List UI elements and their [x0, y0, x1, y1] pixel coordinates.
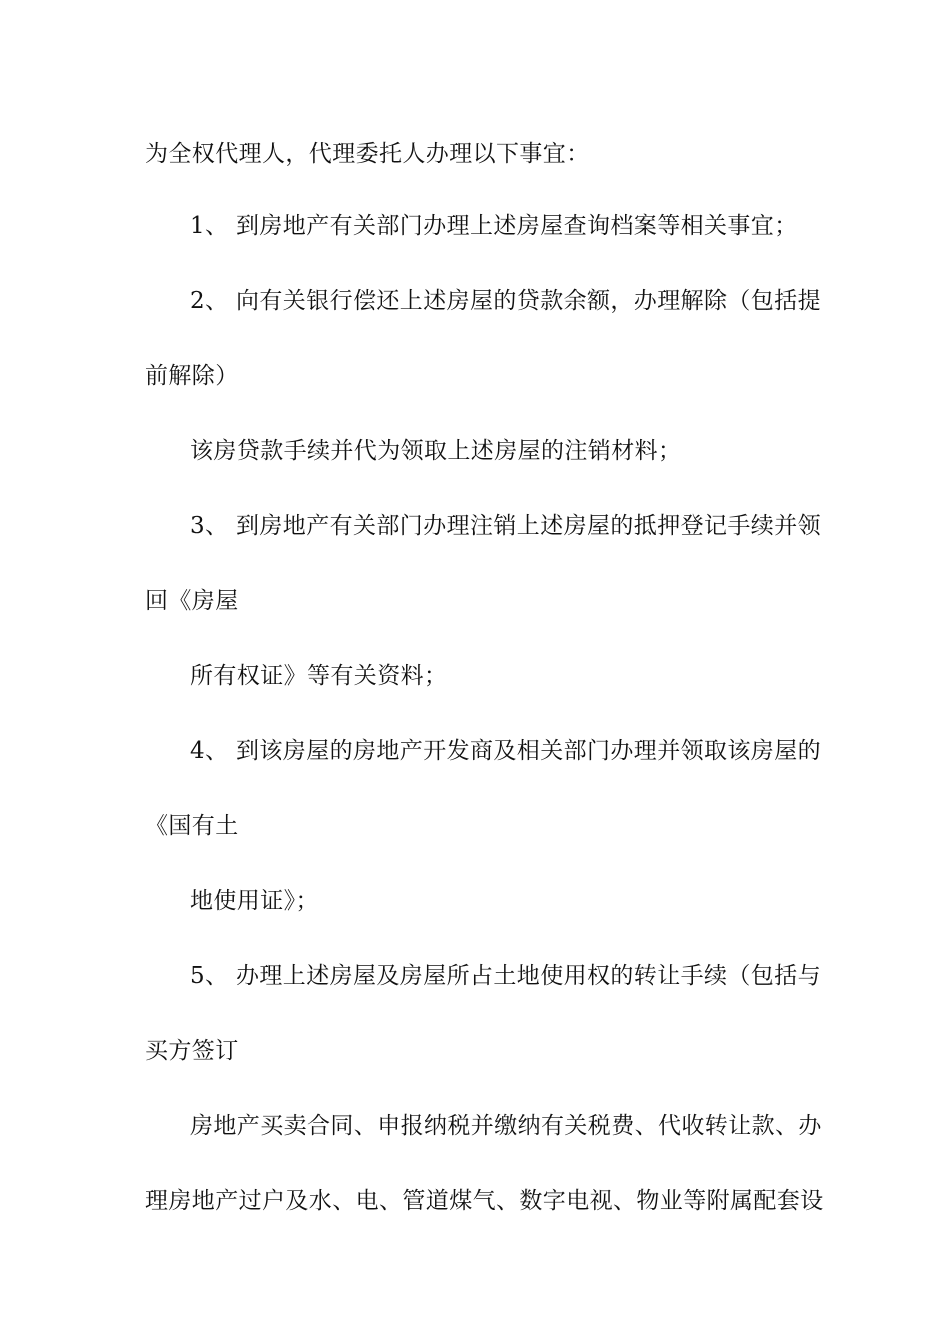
line-text: 办理上述房屋及房屋所占土地使用权的转让手续（包括与 [236, 963, 821, 989]
line-text: 《国有土 [145, 813, 239, 839]
line-text: 房地产买卖合同、申报纳税并缴纳有关税费、代收转让款、办 [190, 1113, 822, 1139]
paragraph-line [145, 1187, 824, 1215]
line-text: 该房贷款手续并代为领取上述房屋的注销材料； [190, 438, 682, 464]
line-text: 前解除） [145, 363, 239, 389]
line-text: 向有关银行偿还上述房屋的贷款余额，办理解除（包括提 [236, 288, 821, 314]
line-text: 理房地产过户及水、电、管道煤气、数字电视、物业等附属配套设 [145, 1188, 824, 1214]
paragraph-line [190, 437, 681, 465]
item-number: 4、 [190, 738, 229, 764]
list-item-3 [190, 512, 821, 540]
line-text: 为全权代理人，代理委托人办理以下事宜： [145, 141, 590, 167]
paragraph-line [190, 662, 447, 690]
line-text: 回《房屋 [145, 588, 239, 614]
item-number: 1、 [190, 213, 229, 239]
list-item-5 [190, 962, 821, 990]
line-text: 到房地产有关部门办理上述房屋查询档案等相关事宜； [236, 213, 798, 239]
item-number: 3、 [190, 513, 229, 539]
item-number: 5、 [190, 963, 229, 989]
paragraph-line [190, 887, 319, 915]
paragraph-line [145, 362, 239, 390]
line-text: 到房地产有关部门办理注销上述房屋的抵押登记手续并领 [236, 513, 821, 539]
line-text: 买方签订 [145, 1038, 239, 1064]
paragraph-line [145, 1037, 239, 1065]
line-text: 所有权证》等有关资料； [190, 663, 448, 689]
line-text: 到该房屋的房地产开发商及相关部门办理并领取该房屋的 [236, 738, 821, 764]
paragraph-line [145, 140, 590, 168]
list-item-1 [190, 212, 798, 240]
list-item-4 [190, 737, 821, 765]
list-item-2 [190, 287, 821, 315]
item-number: 2、 [190, 288, 229, 314]
paragraph-line [145, 812, 239, 840]
line-text: 地使用证》； [190, 888, 319, 914]
paragraph-line [190, 1112, 822, 1140]
paragraph-line [145, 587, 239, 615]
